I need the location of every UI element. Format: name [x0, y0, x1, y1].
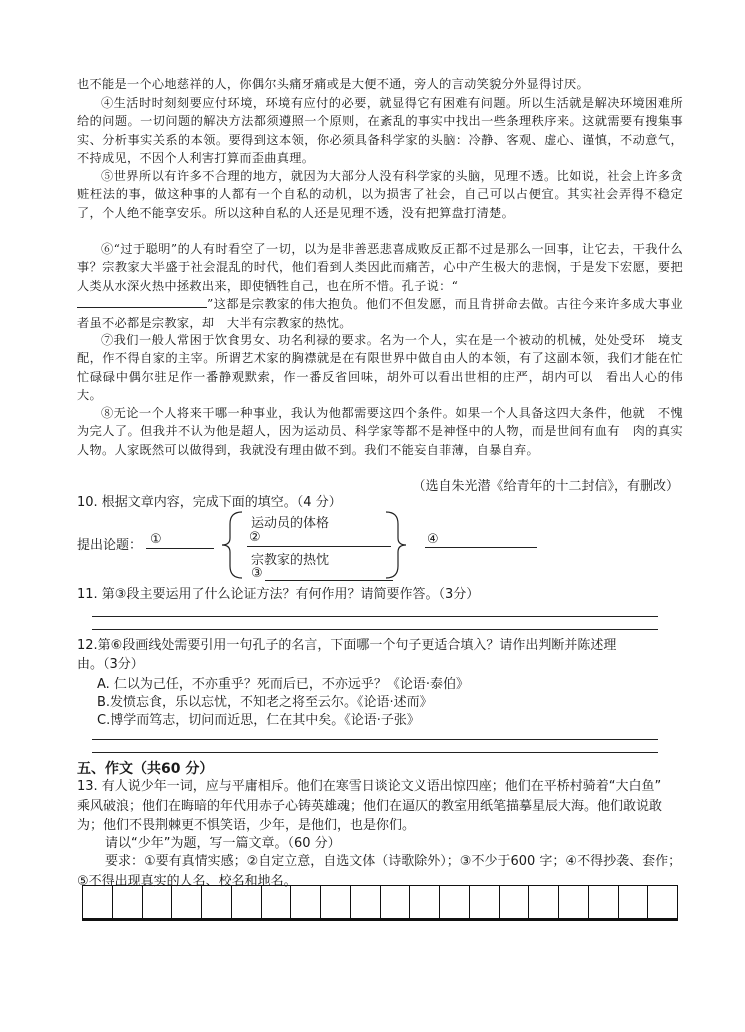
grid-cell[interactable] [500, 886, 530, 918]
grid-cell[interactable] [529, 886, 559, 918]
passage-paragraph-4: ④生活时时刻刻要应付环境，环境有应付的必要，就显得它有困难有问题。所以生活就是解决环境困难所给的问题。一切问题的解决方法都须遵照一个原则，在紊乱的事实中找出一些条理秩序来。这就需要有搜集事实、分析事实关系的本领。要得到这本领，你必须具备科学家的头脑：冷静、客观、虚心、谨慎，不动意气，不持成见，不因个人利害打算而歪曲真理。 [77, 96, 683, 166]
q12-option-b: B.发愤忘食，乐以忘忧，不知老之将至云尔。《论语·述而》 [97, 695, 433, 710]
essay-prompt: 13. 有人说少年一词，应与平庸相斥。他们在寒雪日谈论文义语出惊四座；他们在平桥村骑着“大白鱼” 乘风破浪；他们在晦暗的年代用赤子心铸英雄魂；他们在逼仄的教室用纸笔描摹星辰大海。他们敢说敢为；他们不畏荆棘更不惧笑语，少年，是他们，也是你们。 [77, 779, 675, 833]
p6-text-a: ⑥“过于聪明”的人有时看空了一切，以为是非善恶悲喜成败反正都不过是那么一回事，让它去，干我什么事？宗教家大半盛于社会混乱的时代，他们看到人类因此而痛苦，心中产生极大的悲悯，于是发下宏愿，要把人类从水深火热中拯救出来，即使牺牲自己，也在所不惜。孔子说：“ [77, 242, 683, 293]
passage-intro: 也不能是一个心地慈祥的人，你偶尔头痛牙痛或是大便不通，旁人的言动笑貌分外显得讨厌。 [77, 77, 589, 91]
q12-stem-line-2: 由。（3分） [77, 657, 144, 672]
q11-stem: 11. 第③段主要运用了什么论证方法？有何作用？请简要作答。（3分） [77, 587, 480, 602]
passage-source: （选自朱光潜《给青年的十二封信》，有删改） [412, 479, 679, 494]
right-brace-icon [380, 510, 410, 580]
grid-cell[interactable] [381, 886, 411, 918]
grid-cell[interactable] [619, 886, 649, 918]
passage-paragraph-6 [77, 240, 683, 332]
q11-answer-line-2[interactable] [92, 629, 658, 630]
grid-cell[interactable] [470, 886, 500, 918]
grid-cell[interactable] [351, 886, 381, 918]
quote-blank-line [77, 307, 207, 308]
passage-paragraph-8: ⑧无论一个人将来干哪一种事业，我认为他都需要这四个条件。如果一个人具备这四大条件，他就 不愧为完人了。但我并不认为他是超人，因为运动员、科学家等都不是神怪中的人物，而是世间有血有 肉的真实人物。人家既然可以做得到，我就没有理由做不到。我们不能妄自菲薄，自暴自弃。 [77, 406, 683, 457]
q12-option-a: A. 仁以为己任，不亦重乎？死而后已，不亦远乎？《论语·泰伯》 [97, 677, 470, 692]
q10-blank-4 [425, 547, 537, 548]
essay-writing-grid[interactable] [82, 885, 678, 921]
grid-cell[interactable] [291, 886, 321, 918]
grid-cell[interactable] [648, 886, 677, 918]
essay-task: 请以“少年”为题，写一篇文章。（60 分） [105, 836, 341, 851]
grid-cell[interactable] [202, 886, 232, 918]
grid-cell[interactable] [262, 886, 292, 918]
essay-requirements: 要求：①要有真情实感；②自定立意，自选文体（诗歌除外）；③不少于600 字；④不得抄袭、套作；⑤不得出现真实的人名、校名和地名。 [77, 854, 682, 889]
q10-slot-4: ④ [427, 532, 439, 547]
q10-label: 提出论题： [77, 538, 143, 553]
grid-cell[interactable] [559, 886, 589, 918]
grid-cell[interactable] [83, 886, 113, 918]
q10-slot-1: ① [150, 532, 162, 547]
q10-stem: 10. 根据文章内容，完成下面的填空。（4 分） [77, 495, 342, 510]
q10-blank-3 [265, 580, 393, 581]
q10-blank-2 [247, 546, 391, 547]
grid-cell[interactable] [321, 886, 351, 918]
passage-paragraph-5: ⑤世界所以有许多不合理的地方，就因为大部分人没有科学家的头脑，见理不透。比如说，社会上许多贪赃枉法的事，做这种事的人都有一个自私的动机，以为损害了社会，自己可以占便宜。其实社会弄得不稳定了，个人绝不能享安乐。所以这种自私的人还是见理不透，没有把算盘打清楚。 [77, 169, 683, 220]
p6-text-b: ”这都是宗教家的伟大抱负。他们不但发愿，而且肯拼命去做。古往今来许多成大事业者虽不必都是宗教家，却 大半有宗教家的热忱。 [77, 297, 683, 330]
grid-cell[interactable] [232, 886, 262, 918]
grid-cell[interactable] [440, 886, 470, 918]
q12-option-c: C.博学而笃志，切问而近思，仁在其中矣。《论语·子张》 [97, 713, 420, 728]
passage-paragraph-7: ⑦我们一般人常困于饮食男女、功名利禄的要求。名为一个人，实在是一个被动的机械，处处受环 境支配，作不得自家的主宰。所谓艺术家的胸襟就是在有限世界中做自由人的本领，有了这副本领，我们才能在忙忙碌碌中偶尔驻足作一番静观默索，作一番反省回味，胡外可以看出世相的庄严，胡内可以 看出人心的伟大。 [77, 333, 683, 403]
grid-cell[interactable] [143, 886, 173, 918]
q10-item-bottom: 宗教家的热忱 [251, 553, 330, 568]
grid-cell[interactable] [113, 886, 143, 918]
q10-slot-2: ② [249, 530, 261, 545]
q12-answer-line-2[interactable] [92, 752, 658, 753]
q10-slot-3: ③ [251, 566, 263, 581]
grid-cell[interactable] [172, 886, 202, 918]
q12-answer-line-1[interactable] [92, 739, 658, 740]
left-brace-icon [218, 510, 248, 580]
q10-item-top: 运动员的体格 [251, 516, 330, 531]
q10-blank-1 [146, 548, 214, 549]
section-5-title: 五、作文（共60 分） [77, 761, 214, 777]
grid-cell[interactable] [410, 886, 440, 918]
q11-answer-line-1[interactable] [92, 616, 658, 617]
grid-cell[interactable] [589, 886, 619, 918]
q12-stem-line-1: 12.第⑥段画线处需要引用一句孔子的名言，下面哪一个句子更适合填入？请作出判断并陈述理 [77, 638, 617, 653]
